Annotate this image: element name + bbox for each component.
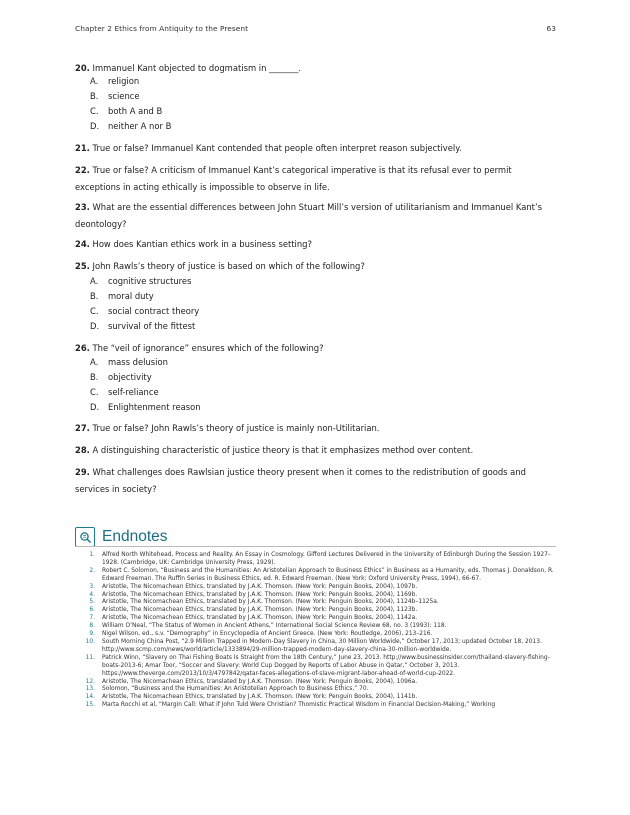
question-26 [75,340,555,357]
option-letter: A. [90,276,99,286]
endnote-number: 13. [85,686,95,693]
endnote-text: Patrick Winn, “Slavery on Thai Fishing Boats Is Straight from the 18th Century,” June 23, 2013. http://www.businessinsider.com/thailand-slavery-fishing-boats-2013-6; Amar Toor, “Soccer and Slavery: World Cup Dogged by Reports of Labor Abuse in Qatar,” October 3, 2013. https://www.theverge.com/2013/10/3/4797842/qatar-faces-allegations-of-slave-migrant-labor-ahead-of-world-cup-2022. [102,654,550,677]
endnote-text: Nigel Wilson, ed., s.v. “Demography” in Encyclopedia of Ancient Greece. (New York: Routledge, 2006), 213–216. [102,631,433,638]
endnote-text: Marta Rocchi et al, “Margin Call: What if John Tuld Were Christian? Thomistic Practical Wisdom in Financial Decision-Making,” Working [102,702,496,709]
endnote-number: 10. [85,638,95,645]
option-20b [90,90,140,103]
endnote-text: Solomon, “Business and the Humanities: An Aristotelian Approach to Business Ethics,” 70. [102,686,369,693]
endnote-item [75,631,557,639]
endnote-item [75,623,557,631]
endnote-text: Aristotle, The Nicomachean Ethics, translated by J.A.K. Thomson. (New York: Penguin Books, 2004), 1141b. [102,694,418,701]
magnifier-document-icon [75,527,95,547]
endnote-number: 3. [89,583,95,590]
question-23 [75,199,555,233]
endnote-item [75,552,557,568]
option-letter: A. [90,357,99,367]
question-number: 25. [75,261,90,271]
question-text: A distinguishing characteristic of justice theory is that it emphasizes method over content. [92,445,474,455]
option-text: religion [108,76,140,86]
endnote-text: Aristotle, The Nicomachean Ethics, translated by J.A.K. Thomson. (New York: Penguin Books, 2004), 1169b. [102,591,418,598]
endnote-text: Aristotle, The Nicomachean Ethics, translated by J.A.K. Thomson. (New York: Penguin Books, 2004), 1142a. [102,615,418,622]
endnote-item [75,702,557,710]
option-25d [90,320,195,333]
question-25 [75,258,555,275]
question-text: True or false? John Rawls’s theory of justice is mainly non-Utilitarian. [92,423,380,433]
question-21 [75,140,555,157]
question-text: True or false? A criticism of Immanuel Kant’s categorical imperative is that its refusal ever to permit exceptions in acting ethically is impossible to observe in life. [75,165,512,192]
endnote-text: William O’Neal, “The Status of Women in Ancient Athens,” International Social Science Review 68, no. 3 (1993): 118. [102,623,447,630]
endnote-number: 11. [85,654,95,661]
endnote-item [75,655,557,679]
endnote-number: 9. [89,631,95,638]
question-27 [75,420,555,437]
endnotes-title: Endnotes [102,528,168,545]
option-text: neither A nor B [108,121,172,131]
option-text: moral duty [108,291,154,301]
question-text: John Rawls’s theory of justice is based on which of the following? [92,261,365,271]
page-number: 63 [546,24,556,33]
option-letter: D. [90,321,100,331]
option-letter: B. [90,291,99,301]
option-20a [90,75,139,88]
endnote-number: 4. [89,591,95,598]
endnote-number: 2. [89,567,95,574]
option-25a [90,275,191,288]
option-26a [90,356,168,369]
endnote-number: 5. [89,599,95,606]
option-text: survival of the fittest [108,321,196,331]
option-20d [90,120,171,133]
question-number: 20. [75,63,90,73]
endnote-number: 12. [85,678,95,685]
option-text: Enlightenment reason [108,402,201,412]
endnote-item [75,686,557,694]
option-25c [90,305,199,318]
endnote-item [75,584,557,592]
endnotes-divider [75,546,556,547]
endnote-text: Aristotle, The Nicomachean Ethics, translated by J.A.K. Thomson. (New York: Penguin Books, 2004), 1124b–1125a. [102,599,439,606]
option-letter: A. [90,76,99,86]
endnote-number: 8. [89,623,95,630]
option-letter: D. [90,402,100,412]
question-number: 28. [75,445,90,455]
option-text: social contract theory [108,306,200,316]
option-26c [90,386,159,399]
question-number: 27. [75,423,90,433]
question-text: What are the essential differences between John Stuart Mill’s version of utilitarianism and Immanuel Kant’s deontology? [75,202,542,229]
endnote-number: 6. [89,607,95,614]
endnote-item [75,679,557,687]
option-letter: B. [90,91,99,101]
option-text: self-reliance [108,387,159,397]
endnote-item [75,694,557,702]
option-letter: B. [90,372,99,382]
option-20c [90,105,162,118]
endnote-number: 1. [89,552,95,558]
chapter-header: Chapter 2 Ethics from Antiquity to the Present [75,24,249,33]
option-letter: C. [90,106,99,116]
question-number: 23. [75,202,90,212]
endnote-number: 7. [89,615,95,622]
question-text: Immanuel Kant objected to dogmatism in _______. [92,63,302,73]
endnote-text: Alfred North Whitehead, Process and Reality. An Essay in Cosmology. Gifford Lectures Delivered in the University of Edinburgh During the Session 1927–1928. (Cambridge, UK: Cambridge University Press, 1929). [102,552,551,566]
question-24 [75,236,555,253]
option-26b [90,371,152,384]
endnote-item [75,592,557,600]
option-text: mass delusion [108,357,168,367]
question-text: What challenges does Rawlsian justice theory present when it comes to the redistribution of goods and services in society? [75,467,526,494]
endnote-number: 15. [85,702,95,709]
question-number: 21. [75,143,90,153]
endnote-text: South Morning China Post, “2.9 Million Trapped in Modern-Day Slavery in China, 30 Million Worldwide,” October 17, 2013; updated October 18, 2013. http://www.scmp.com/news/world/article/1333894/29-million-trapped-modern-day-slavery-china-30-million-worldwide. [102,638,542,653]
question-28 [75,442,555,459]
option-26d [90,401,201,414]
endnote-item [75,615,557,623]
endnotes-list [75,552,557,710]
endnote-item [75,607,557,615]
question-text: The “veil of ignorance” ensures which of the following? [92,343,324,353]
question-22 [75,162,555,196]
option-text: science [108,91,140,101]
question-number: 26. [75,343,90,353]
endnote-item [75,639,557,655]
endnote-text: Robert C. Solomon, “Business and the Humanities: An Aristotelian Approach to Business Ethics” in Business as a Humanity, eds. Thomas J. Donaldson, R. Edward Freeman. The Ruffin Series in Business Ethics, ed. R. Edward Freeman. (New York: Oxford University Press, 1994), 66-67. [102,567,554,582]
option-text: cognitive structures [108,276,192,286]
question-29 [75,464,555,498]
option-letter: D. [90,121,100,131]
option-text: objectivity [108,372,152,382]
question-text: How does Kantian ethics work in a business setting? [92,239,312,249]
endnote-item [75,568,557,584]
question-number: 22. [75,165,90,175]
question-number: 29. [75,467,90,477]
endnote-text: Aristotle, The Nicomachean Ethics, translated by J.A.K. Thomson. (New York: Penguin Books, 2004), 1096a. [102,678,418,685]
endnote-text: Aristotle, The Nicomachean Ethics, translated by J.A.K. Thomson. (New York: Penguin Books, 2004), 1123b. [102,607,418,614]
option-text: both A and B [108,106,163,116]
question-number: 24. [75,239,90,249]
endnote-item [75,599,557,607]
option-letter: C. [90,306,99,316]
endnote-number: 14. [85,694,95,701]
question-text: True or false? Immanuel Kant contended that people often interpret reason subjectively. [92,143,462,153]
endnote-text: Aristotle, The Nicomachean Ethics, translated by J.A.K. Thomson. (New York: Penguin Books, 2004), 1097b. [102,583,418,590]
option-25b [90,290,154,303]
option-letter: C. [90,387,99,397]
question-20 [75,60,555,77]
